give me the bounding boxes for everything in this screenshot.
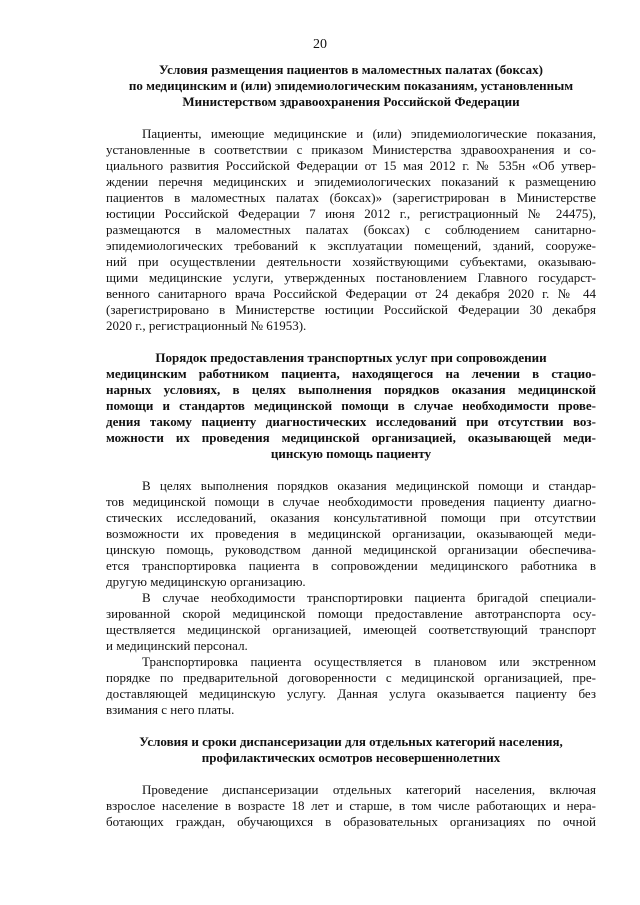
paragraph-line: пациентов в маломестных палатах (боксах)» (зарегистрирован в Министерстве: [106, 190, 596, 205]
paragraph-ambulance-transport: [106, 590, 596, 654]
paragraph-line: Пациенты, имеющие медицинские и (или) эпидемиологические показания,: [142, 126, 596, 141]
page-number: 20: [313, 37, 327, 52]
document-content: [106, 62, 596, 830]
paragraph-line: ется транспортировка пациента в сопровождении медицинского работника в: [106, 558, 596, 573]
heading-line: Министерством здравоохранения Российской Федерации: [182, 94, 520, 109]
paragraph-placement-conditions: [106, 126, 596, 334]
paragraph-line: взрослое население в возрасте 18 лет и старше, в том числе работающих и нера-: [106, 798, 596, 813]
section-heading-transport-services: [106, 350, 596, 462]
heading-line: помощи и стандартов медицинской помощи в случае необходимости прове-: [106, 398, 596, 413]
paragraph-line: доставляющей медицинскую услугу. Данная услуга оказывается пациенту без: [106, 686, 596, 701]
paragraph-line: цинскую помощь, руководством данной медицинской организации обеспечива-: [106, 542, 596, 557]
paragraph-line: Проведение диспансеризации отдельных категорий населения, включая: [142, 782, 596, 797]
paragraph-line: установленные в соответствии с приказом Министерства здравоохранения и со-: [106, 142, 596, 157]
paragraph-line: юстиции Российской Федерации 7 июня 2012 г., регистрационный № 24475),: [106, 206, 596, 221]
heading-line: дения такому пациенту диагностических исследований при отсутствии воз-: [106, 414, 596, 429]
heading-line: профилактических осмотров несовершеннолетних: [201, 750, 501, 765]
section-heading-dispensary: [106, 734, 596, 766]
paragraph-line: В случае необходимости транспортировки пациента бригадой специали-: [142, 590, 596, 605]
heading-line: Условия и сроки диспансеризации для отдельных категорий населения,: [139, 734, 563, 749]
paragraph-line: эпидемиологических требований к эксплуатации помещений, зданий, сооруже-: [106, 238, 596, 253]
heading-line: нарных условиях, в целях выполнения порядков оказания медицинской: [106, 382, 596, 397]
paragraph-transport-order: [106, 654, 596, 718]
paragraph-line: циального развития Российской Федерации от 15 мая 2012 г. № 535н «Об утвер-: [106, 158, 596, 173]
paragraph-line: и медицинский персонал.: [106, 638, 248, 653]
paragraph-line: размещаются в маломестных палатах (боксах) с соблюдением санитарно-: [106, 222, 596, 237]
paragraph-line: возможности их проведения в медицинской организации, оказывающей меди-: [106, 526, 596, 541]
paragraph-line: щими медицинские услуги, утвержденных постановлением Главного государст-: [106, 270, 596, 285]
section-heading-placement-conditions: [106, 62, 596, 110]
paragraph-line: порядке по предварительной договоренности с медицинской организацией, пре-: [106, 670, 596, 685]
heading-line: по медицинским и (или) эпидемиологическим показаниям, установленным: [128, 78, 574, 93]
paragraph-dispensary: [106, 782, 596, 830]
heading-line: Порядок предоставления транспортных услуг при сопровождении: [155, 350, 547, 365]
heading-line: цинскую помощь пациенту: [270, 446, 432, 461]
paragraph-line: Транспортировка пациента осуществляется в плановом или экстренном: [142, 654, 596, 669]
paragraph-line: В целях выполнения порядков оказания медицинской помощи и стандар-: [142, 478, 596, 493]
paragraph-line: венного санитарного врача Российской Федерации от 24 декабря 2020 г. № 44: [106, 286, 596, 301]
paragraph-transport-purpose: [106, 478, 596, 590]
paragraph-line: ществляется медицинской организацией, имеющей соответствующий транспорт: [106, 622, 596, 637]
paragraph-line: ботающих граждан, обучающихся в образовательных организациях по очной: [106, 814, 596, 829]
paragraph-line: зированной скорой медицинской помощи предоставление автотранспорта осу-: [106, 606, 596, 621]
paragraph-line: другую медицинскую организацию.: [106, 574, 306, 589]
paragraph-line: взимания с него платы.: [106, 702, 235, 717]
paragraph-line: тов медицинской помощи в случае необходимости проведения пациенту диагно-: [106, 494, 596, 509]
paragraph-line: ний при осуществлении деятельности хозяйствующими субъектами, оказываю-: [106, 254, 596, 269]
heading-line: Условия размещения пациентов в маломестных палатах (боксах): [159, 62, 543, 77]
heading-line: медицинским работником пациента, находящегося на лечении в стацио-: [106, 366, 596, 381]
paragraph-line: (зарегистрировано в Министерстве юстиции Российской Федерации 30 декабря: [106, 302, 596, 317]
paragraph-line: стических исследований, оказания консультативной помощи при отсутствии: [106, 510, 596, 525]
paragraph-line: ждении перечня медицинских и эпидемиологических показаний к размещению: [106, 174, 596, 189]
paragraph-line: 2020 г., регистрационный № 61953).: [106, 318, 307, 333]
heading-line: можности их проведения медицинской организацией, оказывающей меди-: [106, 430, 596, 445]
